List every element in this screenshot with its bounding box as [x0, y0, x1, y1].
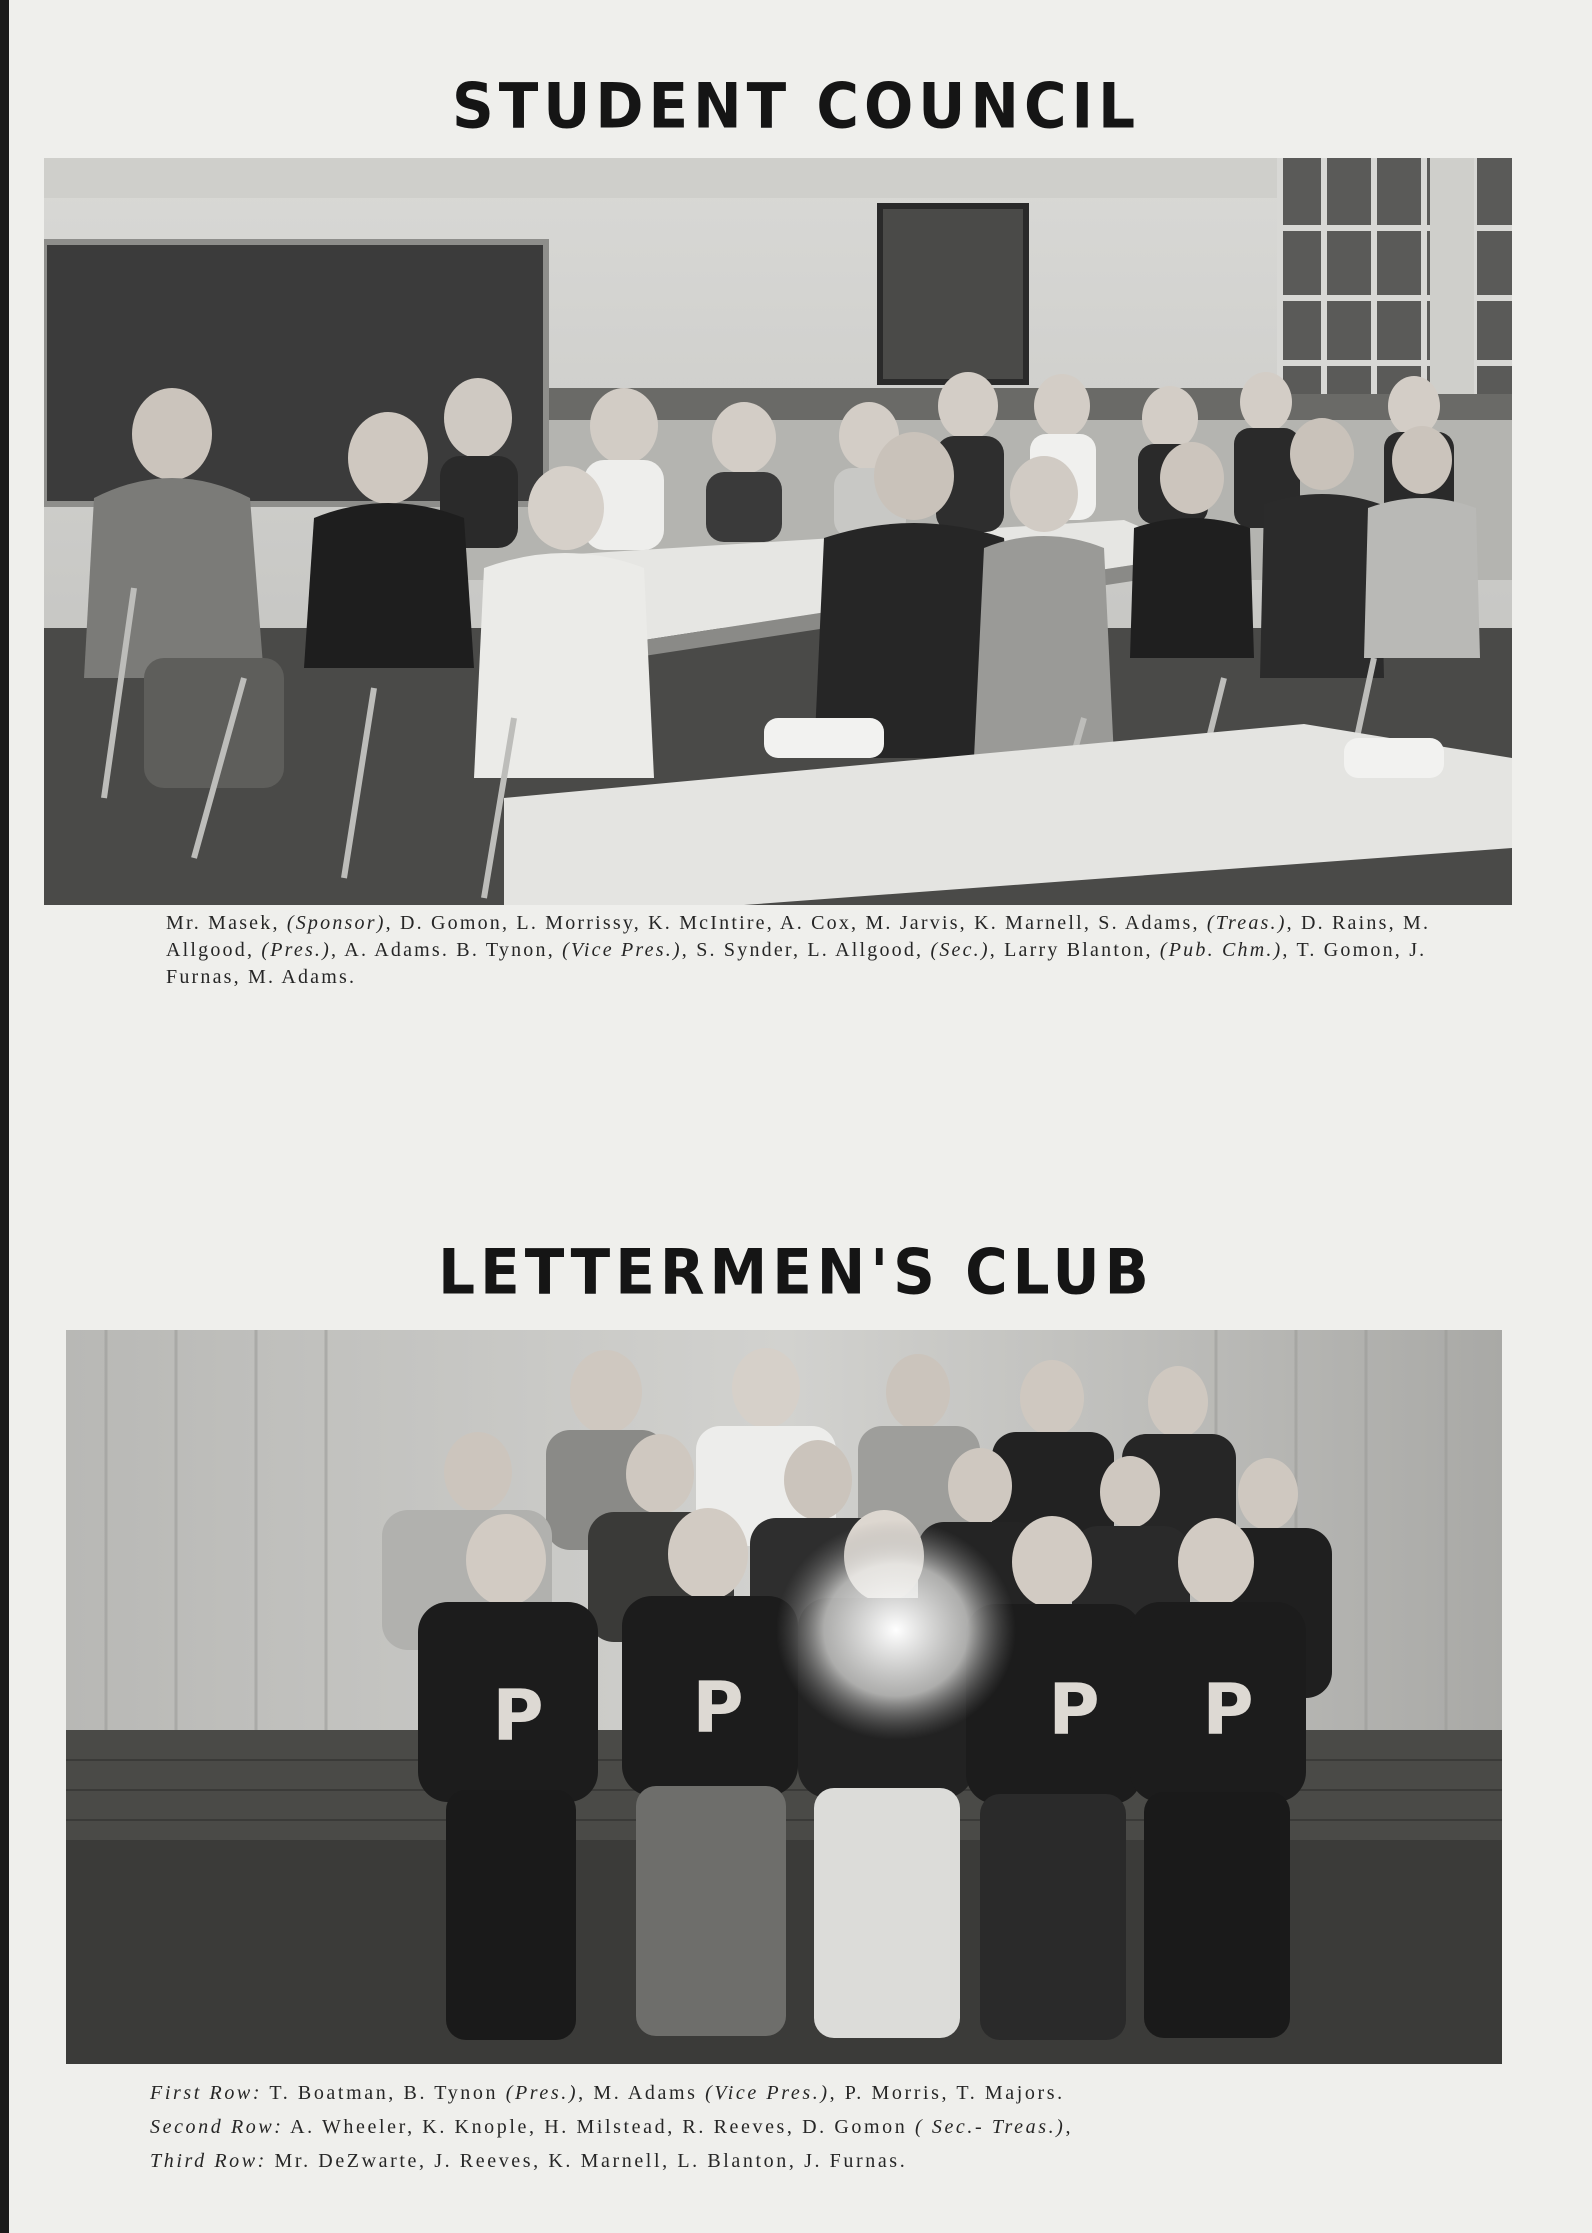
caption-row-second [150, 2110, 1450, 2144]
caption-part: (Pres.) [261, 939, 331, 961]
caption-part: Mr. Masek, [166, 912, 287, 934]
sweater-letter: P [1202, 1669, 1254, 1751]
sweater-letter: P [692, 1667, 744, 1749]
caption-part: , S. Synder, L. Allgood, [681, 939, 931, 961]
caption-row-first [150, 2076, 1450, 2110]
caption-part: A. Wheeler, K. Knople, H. Milstead, R. Reeves, D. Gomon [283, 2116, 915, 2138]
page-binding-edge [0, 0, 9, 2233]
row-label: First Row: [150, 2082, 263, 2104]
caption-part: (Sponsor) [286, 912, 386, 934]
caption-part: , A. Adams. B. Tynon, [331, 939, 563, 961]
lettermens-club-photo [66, 1330, 1502, 2064]
lettermens-club-title: LETTERMEN'S CLUB [438, 1235, 1154, 1309]
caption-part: (Treas.) [1206, 912, 1287, 934]
student-council-photo [44, 158, 1512, 905]
caption-part: , M. Adams [578, 2082, 706, 2104]
caption-part: , D. Rains, M. Allgood, [166, 912, 1437, 961]
row-label: Third Row: [150, 2150, 267, 2172]
caption-part: , Larry Blanton, [989, 939, 1160, 961]
caption-part: (Vice Pres.) [562, 939, 682, 961]
caption-part: (Vice Pres.) [705, 2082, 830, 2104]
caption-part: ( Sec.- Treas.) [914, 2116, 1066, 2138]
sweater-letter: P [1048, 1669, 1100, 1751]
caption-part: , [1065, 2116, 1074, 2138]
caption-part: , D. Gomon, L. Morrissy, K. McIntire, A. Cox, M. Jarvis, K. Marnell, S. Adams, [385, 912, 1207, 934]
caption-part: , P. Morris, T. Majors. [829, 2082, 1065, 2104]
student-council-caption [166, 910, 1436, 991]
row-label: Second Row: [150, 2116, 284, 2138]
caption-part: , T. Gomon, J. Furnas, M. Adams. [166, 939, 1434, 988]
sweater-letter: P [492, 1675, 544, 1757]
lettermens-club-caption [150, 2076, 1450, 2178]
caption-part: (Pres.) [505, 2082, 579, 2104]
caption-row-third [150, 2144, 1450, 2178]
student-council-title: STUDENT COUNCIL [451, 69, 1141, 143]
caption-part: (Pub. Chm.) [1159, 939, 1283, 961]
caption-part: T. Boatman, B. Tynon [262, 2082, 506, 2104]
caption-part: Mr. DeZwarte, J. Reeves, K. Marnell, L. Blanton, J. Furnas. [266, 2150, 908, 2172]
caption-part: (Sec.) [930, 939, 990, 961]
